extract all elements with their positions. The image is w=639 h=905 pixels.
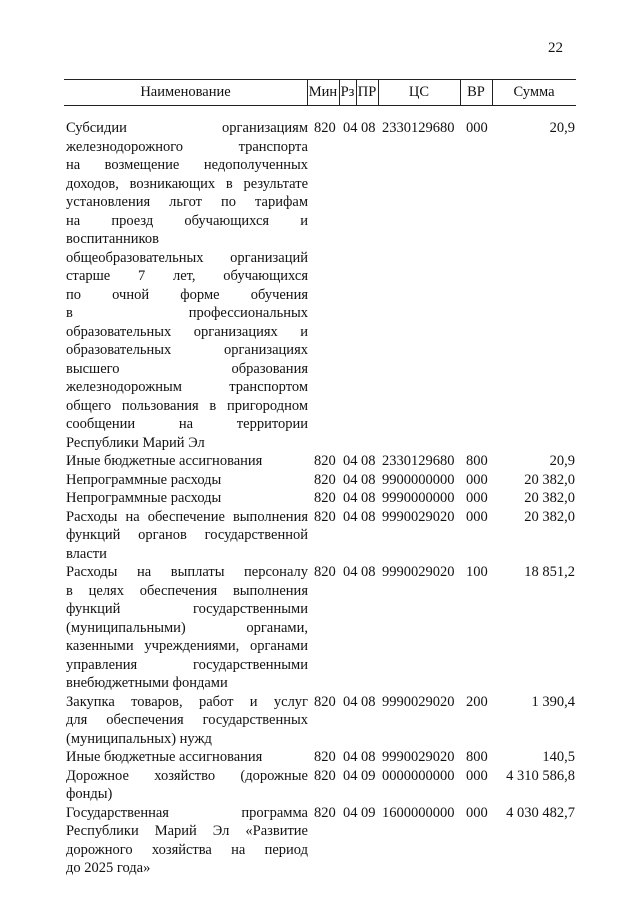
header-cs: ЦС — [408, 84, 430, 100]
header-rz: Рз — [340, 84, 355, 100]
row-pr: 08 — [361, 564, 376, 580]
header-vr: ВР — [467, 84, 485, 100]
row-name-line: Республики Марий Эл — [66, 434, 205, 451]
row-cs: 1600000000 — [382, 804, 455, 821]
row-pr: 08 — [361, 490, 376, 506]
row-cs: 0000000000 — [382, 767, 455, 784]
header-name: Наименование — [140, 84, 231, 100]
row-name-line: управления государственными — [66, 656, 308, 673]
row-cs: 2330129680 — [382, 120, 455, 136]
row-name-line: власти — [66, 545, 107, 562]
row-vr: 000 — [466, 490, 488, 506]
row-name — [66, 119, 308, 452]
row-sum: 4 030 482,7 — [506, 804, 575, 821]
row-sum: 1 390,4 — [531, 693, 575, 710]
row-min: 820 — [314, 508, 336, 525]
row-sum: 20 382,0 — [524, 471, 575, 488]
row-cs: 9900000000 — [382, 471, 455, 488]
row-rz: 04 — [343, 490, 358, 506]
row-pr: 08 — [361, 453, 376, 469]
row-name — [66, 693, 308, 749]
row-cs: 2330129680 — [382, 453, 455, 469]
row-name-line: Расходы на выплаты персоналу — [66, 564, 308, 580]
row-name-line: Расходы на обеспечение выполнения — [66, 508, 308, 525]
row-cs: 9990029020 — [382, 749, 455, 765]
row-name-line: Республики Марий Эл «Развитие — [66, 823, 308, 839]
row-cs: 9990000000 — [382, 490, 455, 506]
row-rz: 04 — [343, 767, 358, 784]
row-min: 820 — [314, 564, 336, 580]
row-sum: 20 382,0 — [524, 508, 575, 525]
row-name — [66, 748, 308, 767]
row-rz: 04 — [343, 508, 358, 525]
row-name — [66, 508, 308, 564]
row-name-line: в целях обеспечения выполнения — [66, 582, 308, 599]
header-pr: ПР — [357, 84, 377, 100]
row-name-line: установления льгот по тарифам — [66, 194, 308, 210]
row-name-line: старше 7 лет, обучающихся — [66, 268, 308, 284]
row-min: 820 — [314, 120, 336, 136]
row-name-line: образовательных организациях — [66, 342, 308, 358]
row-name-line: железнодорожного транспорта — [66, 138, 308, 155]
row-name-line: Иные бюджетные ассигнования — [66, 453, 263, 469]
row-rz: 04 — [343, 564, 358, 580]
row-pr: 08 — [361, 120, 376, 136]
row-rz: 04 — [343, 693, 358, 710]
row-name-line: до 2025 года» — [66, 860, 151, 876]
row-vr: 800 — [466, 749, 488, 765]
row-rz: 04 — [343, 453, 358, 469]
row-min: 820 — [314, 767, 336, 784]
row-vr: 000 — [466, 508, 488, 525]
row-name-line: высшего образования — [66, 360, 308, 377]
row-min: 820 — [314, 471, 336, 488]
row-pr: 08 — [361, 693, 376, 710]
row-name — [66, 563, 308, 693]
row-name-line: общего пользования в пригородном — [66, 397, 308, 414]
row-name-line: на возмещение недополученных — [66, 157, 308, 173]
row-name-line: Дорожное хозяйство (дорожные — [66, 767, 308, 784]
row-name-line: для обеспечения государственных — [66, 712, 308, 728]
row-min: 820 — [314, 693, 336, 710]
row-name-line: доходов, возникающих в результате — [66, 175, 308, 192]
row-name-line: по очной форме обучения — [66, 286, 308, 303]
row-cs: 9990029020 — [382, 508, 455, 525]
row-name-line: железнодорожным транспортом — [66, 379, 308, 395]
row-name — [66, 804, 308, 878]
row-name-line: функций государственными — [66, 601, 308, 617]
row-name-line: в профессиональных — [66, 305, 308, 321]
row-name-line: Закупка товаров, работ и услуг — [66, 693, 308, 710]
row-name-line: функций органов государственной — [66, 527, 308, 543]
row-rz: 04 — [343, 120, 358, 136]
row-name-line: общеобразовательных организаций — [66, 249, 308, 266]
row-vr: 100 — [466, 564, 488, 580]
row-pr: 08 — [361, 471, 376, 488]
row-sum: 18 851,2 — [524, 564, 575, 580]
row-name — [66, 452, 308, 471]
row-min: 820 — [314, 490, 336, 506]
row-vr: 800 — [466, 453, 488, 469]
row-vr: 000 — [466, 471, 488, 488]
row-name-line: (муниципальных) нужд — [66, 730, 212, 747]
row-name-line: Государственная программа — [66, 804, 308, 821]
row-min: 820 — [314, 804, 336, 821]
row-name-line: Иные бюджетные ассигнования — [66, 749, 263, 765]
row-name — [66, 489, 308, 508]
row-name-line: казенными учреждениями, органами — [66, 638, 308, 654]
row-pr: 09 — [361, 804, 376, 821]
row-vr: 000 — [466, 804, 488, 821]
row-pr: 08 — [361, 508, 376, 525]
row-vr: 000 — [466, 767, 488, 784]
row-vr: 200 — [466, 693, 488, 710]
row-rz: 04 — [343, 749, 358, 765]
row-sum: 20,9 — [549, 453, 575, 469]
row-name-line: внебюджетными фондами — [66, 675, 228, 691]
row-sum: 20,9 — [549, 120, 575, 136]
page-number: 22 — [548, 40, 563, 56]
row-pr: 08 — [361, 749, 376, 765]
row-min: 820 — [314, 453, 336, 469]
row-name-line: Непрограммные расходы — [66, 490, 222, 506]
header-sum: Сумма — [513, 84, 555, 100]
row-min: 820 — [314, 749, 336, 765]
row-name-line: дорожного хозяйства на период — [66, 841, 308, 858]
row-rz: 04 — [343, 804, 358, 821]
row-name-line: (муниципальными) органами, — [66, 619, 308, 636]
row-name-line: сообщении на территории — [66, 416, 308, 432]
row-name-line: воспитанников — [66, 231, 159, 247]
row-rz: 04 — [343, 471, 358, 488]
row-name-line: фонды) — [66, 786, 113, 802]
row-cs: 9990029020 — [382, 693, 455, 710]
row-name — [66, 471, 308, 490]
row-vr: 000 — [466, 120, 488, 136]
header-bottom-rule — [64, 105, 576, 106]
row-sum: 140,5 — [542, 749, 575, 765]
row-name-line: образовательных организациях и — [66, 323, 308, 340]
row-name-line: Субсидии организациям — [66, 120, 308, 136]
row-name-line: Непрограммные расходы — [66, 471, 222, 488]
row-pr: 09 — [361, 767, 376, 784]
row-name-line: на проезд обучающихся и — [66, 212, 308, 229]
row-name — [66, 767, 308, 804]
row-sum: 4 310 586,8 — [506, 767, 575, 784]
row-sum: 20 382,0 — [524, 490, 575, 506]
header-min: Мин — [308, 84, 338, 100]
row-cs: 9990029020 — [382, 564, 455, 580]
